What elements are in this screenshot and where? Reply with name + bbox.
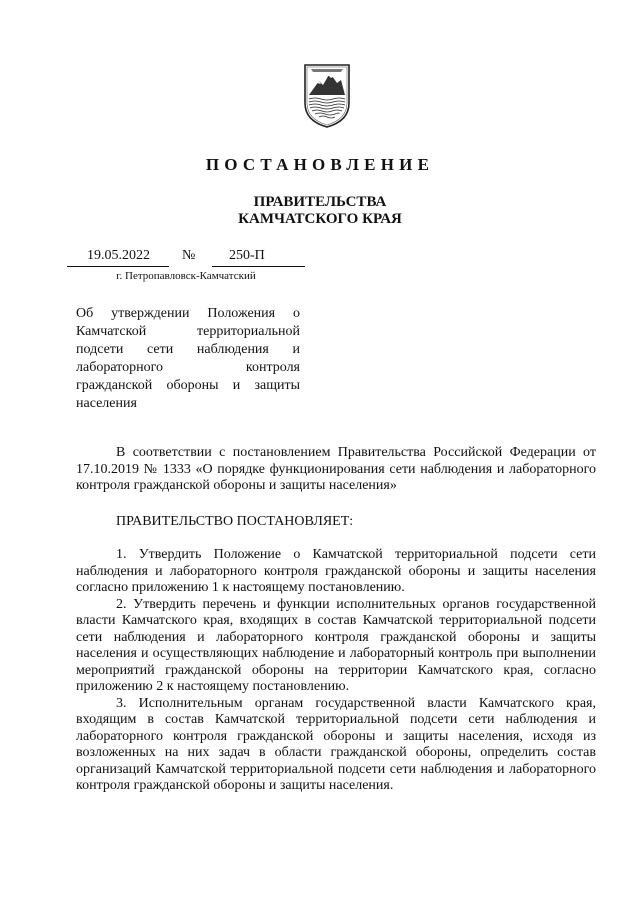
- document-subject: Об утверждении Положения о Камчатской территориальной подсети сети наблюдения и лабораторного контроля гражданской обороны и защиты населения: [76, 306, 300, 411]
- date-underline: [67, 266, 169, 267]
- document-number: 250-П: [229, 248, 265, 263]
- resolution-items: [76, 547, 596, 795]
- document-city: г. Петропавловск-Камчатский: [116, 270, 256, 282]
- resolution-item-2: 2. Утвердить перечень и функции исполнительных органов государственной власти Камчатского края, входящих в состав Камчатской территориальной подсети сети наблюдения и лабораторного контроля гражданской обороны и защиты населения и осуществляющих наблюдение и лабораторный контроль при выполнении мероприятий гражданской обороны на территории Камчатского края, согласно приложению 2 к настоящему постановлению.: [76, 596, 596, 694]
- resolution-item-1: 1. Утвердить Положение о Камчатской территориальной подсети сети наблюдения и лабораторного контроля гражданской обороны и защиты населения согласно приложению 1 к настоящему постановлению.: [76, 547, 596, 595]
- document-date: 19.05.2022: [87, 248, 150, 263]
- number-sign: №: [182, 248, 196, 263]
- issuer-line-2: КАМЧАТСКОГО КРАЯ: [238, 211, 402, 227]
- kamchatka-coat-of-arms-icon: [303, 63, 351, 129]
- resolution-item-3: 3. Исполнительным органам государственной власти Камчатского края, входящим в состав Камчатской территориальной подсети сети наблюдения и лабораторного контроля гражданской обороны и защиты населения, исходя из возложенных на них задач в области гражданской обороны, определить состав организаций Камчатской территориальной подсети сети наблюдения и лабораторного контроля гражданской обороны и защиты населения.: [76, 695, 596, 793]
- intro-paragraph: В соответствии с постановлением Правительства Российской Федерации от 17.10.2019 № 1333 «О порядке функционирования сети наблюдения и лабораторного контроля гражданской обороны и защиты населения»: [76, 445, 596, 493]
- issuer-line-1: ПРАВИТЕЛЬСТВА: [253, 194, 387, 210]
- number-underline: [212, 266, 305, 267]
- document-title: ПОСТАНОВЛЕНИЕ: [205, 155, 435, 174]
- date-number-row: [67, 248, 305, 268]
- resolve-heading: ПРАВИТЕЛЬСТВО ПОСТАНОВЛЯЕТ:: [116, 514, 354, 529]
